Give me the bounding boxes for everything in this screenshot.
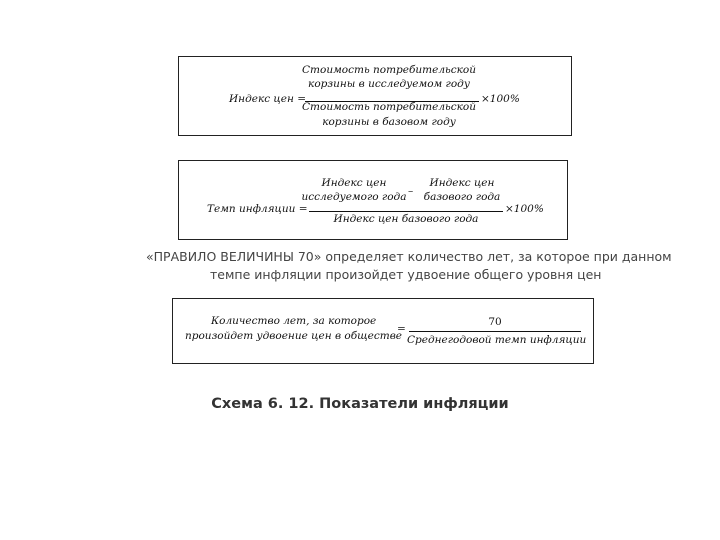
inflation-rate-term2-line1: Индекс цен bbox=[429, 177, 495, 189]
rule-of-70-denominator: Среднегодовой темп инфляции bbox=[407, 334, 587, 346]
price-index-denominator-line2: корзины в базовом году bbox=[322, 116, 456, 128]
inflation-rate-multiplier: ×100% bbox=[505, 203, 544, 215]
price-index-denominator-line1: Стоимость потребительской bbox=[302, 101, 476, 113]
rule-of-70-lhs-line1: Количество лет, за которое bbox=[211, 315, 377, 327]
rule-of-70-formula-box bbox=[172, 298, 594, 364]
price-index-multiplier: ×100% bbox=[481, 93, 520, 105]
price-index-formula-box bbox=[178, 56, 572, 136]
inflation-rate-label: Темп инфляции = bbox=[207, 203, 308, 215]
rule-of-70-lhs-line2: произойдет удвоение цен в обществе bbox=[185, 330, 403, 342]
price-index-numerator-line2: корзины в исследуемом году bbox=[308, 78, 470, 90]
rule-of-70-numerator: 70 bbox=[488, 316, 502, 328]
price-index-numerator-line1: Стоимость потребительской bbox=[302, 64, 476, 76]
inflation-rate-term1-line1: Индекс цен bbox=[321, 177, 387, 189]
rule-of-70-equals: = bbox=[397, 323, 406, 335]
inflation-rate-formula-box bbox=[178, 160, 568, 240]
rule-of-70-text-line2: темпе инфляции произойдет удвоение общего уровня цен bbox=[210, 267, 602, 282]
inflation-rate-minus: – bbox=[408, 185, 414, 197]
figure-caption: Схема 6. 12. Показатели инфляции bbox=[211, 396, 509, 412]
price-index-label: Индекс цен = bbox=[229, 93, 307, 105]
inflation-rate-term2-line2: базового года bbox=[423, 191, 501, 203]
inflation-rate-denominator: Индекс цен базового года bbox=[333, 213, 479, 225]
inflation-rate-term1-line2: исследуемого года bbox=[301, 191, 407, 203]
rule-of-70-fraction-bar bbox=[409, 331, 581, 332]
inflation-rate-fraction-bar bbox=[309, 211, 503, 212]
rule-of-70-text-line1: «ПРАВИЛО ВЕЛИЧИНЫ 70» определяет количество лет, за которое при данном bbox=[146, 249, 672, 264]
